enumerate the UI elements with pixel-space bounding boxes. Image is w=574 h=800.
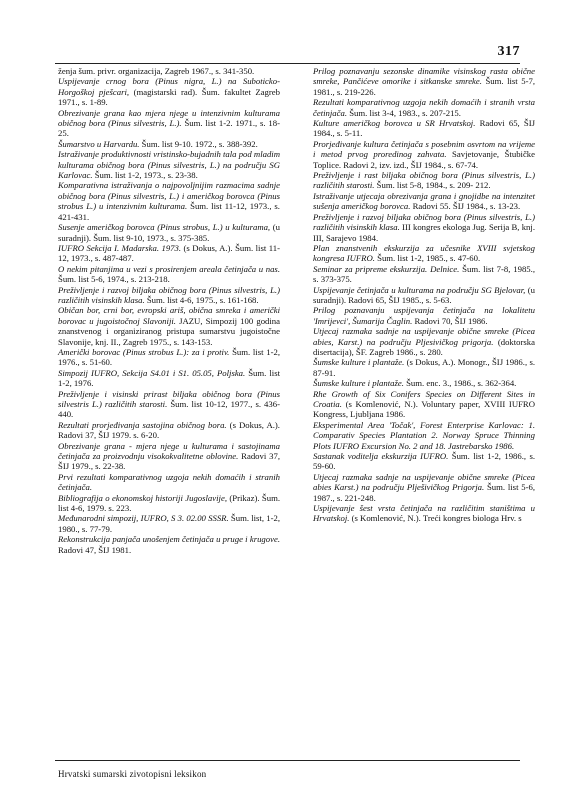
bibliography-entry: [58, 493, 280, 514]
entry-citation: (u suradnji). Radovi 65, ŠIJ 1985., s. 5-63.: [313, 284, 535, 305]
entry-citation: (s Komlenović, N.). Voluntary paper, XVIII IUFRO Kongress, Ljubljana 1986.: [313, 399, 535, 420]
entry-citation: Šum. list 1-2. 1971., s. 18-25.: [58, 118, 280, 139]
entry-title: Preživljenje i rast biljaka običnog bora (Pinus silvestris, L.) različitih starosti.: [313, 170, 535, 191]
bibliography-entry: [313, 503, 535, 524]
left-column: [58, 66, 280, 555]
entry-citation: III kongres ekologa Jug. Serija B, knj. III, Sarajevo 1984.: [313, 222, 535, 243]
right-column: [313, 66, 535, 524]
bibliography-entry: [58, 305, 280, 347]
entry-citation: Radovi 55. ŠIJ 1984., s. 13-23.: [410, 201, 521, 212]
bibliography-entry: [58, 534, 280, 555]
entry-citation: (s Dokus, A.). Monogr., ŠIJ 1986., s. 87-91.: [313, 357, 535, 378]
bibliography-entry: [58, 222, 280, 243]
bibliography-entry: [313, 472, 535, 503]
entry-title: Sastanak voditelja ekskurzija IUFRO.: [313, 451, 449, 462]
bibliography-entry: [58, 347, 280, 368]
bibliography-entry: [313, 451, 535, 472]
entry-citation: Šum. enc. 3., 1986., s. 362-364.: [403, 378, 517, 389]
bibliography-entry: [58, 441, 280, 472]
bibliography-entry: [313, 389, 535, 420]
entry-citation: (Prikaz). Šum. list 4-6, 1979. s. 223.: [58, 492, 281, 514]
entry-title: Utjecaj razmaka sadnje na uspijevanje obične smreke (Picea abies Karst.) na području Plješivičkog Prigorja.: [313, 471, 535, 493]
entry-citation: Šum. list 9-10. 1972., s. 388-392.: [139, 138, 258, 149]
entry-title: Rhe Growth of Six Conifers Species on Different Sites in Croatia.: [313, 388, 535, 409]
bibliography-entry: [58, 264, 280, 285]
entry-citation: Šum. list 11-12, 1973., s. 421-431.: [58, 201, 280, 222]
bibliography-entry: [58, 285, 280, 306]
entry-citation: Šum. list 5-8, 1984., s. 209- 212.: [374, 180, 491, 191]
entry-title: Susenje američkog borovca (Pinus strobus, L.) u kulturama,: [58, 222, 271, 233]
bibliography-entry: [58, 368, 280, 389]
bibliography-entry: [313, 243, 535, 264]
bibliography-entry: [58, 243, 280, 264]
entry-citation: Šum. list 5-7, 1981., s. 219-226.: [313, 76, 535, 97]
bibliography-entry: [313, 66, 535, 97]
bibliography-entry: [313, 326, 535, 357]
entry-title: Uspijevanje šest vrsta četinjača na različitim staništima u Hrvatskoj.: [313, 503, 535, 524]
entry-citation: Šum. list 5-6, 1987., s. 221-248.: [313, 482, 536, 503]
entry-title: Prilog poznavanju uspijevanja četinjača na lokalitetu 'Imrijevci', Šumarija Čaglin.: [313, 305, 535, 326]
entry-citation: Šum. list 7-8, 1985., s. 373-375.: [313, 263, 535, 285]
bibliography-entry: [313, 97, 535, 118]
bibliography-entry: [58, 66, 280, 76]
entry-title: Uspijevanje crnog bora (Pinus nigra, L.) na Suboticko-Horgoškoj pješcari,: [58, 76, 280, 97]
entry-citation: (s Dokus, A.). Šum. list 11-12, 1973., s. 487-487.: [58, 242, 280, 264]
footer-rule: [55, 760, 520, 761]
bibliography-entry: [313, 118, 535, 139]
entry-title: Kulture američkog borovca u SR Hrvatskoj.: [313, 118, 476, 129]
entry-citation: (s Dokus, A.). Radovi 37, ŠIJ 1979. s. 6-20.: [58, 419, 280, 441]
header-rule: [55, 63, 520, 64]
entry-citation: JAZU, Simpozij 100 godina znanstvenog i organiziranog pristupa sumarstvu jugoistočne Slavonije, knj. II., Zagreb 1975., s. 143-153.: [58, 315, 280, 347]
entry-title: Bibliografija o ekonomskoj historiji Jugoslavije,: [58, 492, 227, 503]
entry-citation: Šum. list 1-2, 1973., s. 23-38.: [92, 170, 198, 181]
entry-citation: Radovi 37, ŠIJ 1979., s. 22-38.: [58, 451, 280, 472]
bibliography-entry: [313, 264, 535, 285]
entry-citation: (doktorska disertacija), ŠF. Zagreb 1986., s. 280.: [313, 336, 535, 357]
bibliography-entry: [313, 420, 535, 451]
bibliography-entry: [313, 305, 535, 326]
entry-citation: Savjetovanje, Štubičke Toplice. Radovi 2, izv. izd., ŠIJ 1984., s. 67-74.: [313, 149, 536, 170]
footer-text: Hrvatski sumarski zivotopisni leksikon: [58, 769, 207, 779]
bibliography-entry: [58, 420, 280, 441]
bibliography-entry: [313, 357, 535, 378]
entry-citation: (s Komlenović, N.). Treći kongres biologa Hrv. s: [349, 513, 522, 524]
entry-citation: Radovi 47, ŠIJ 1981.: [58, 544, 132, 555]
entry-title: Rezultati komparativnog uzgoja nekih domaćih i stranih vrsta četinjača.: [313, 97, 535, 118]
entry-citation: Šum. list 10-12, 1977., s. 436-440.: [58, 399, 280, 420]
entry-title: O nekim pitanjima u vezi s prosirenjem areala četinjača u nas.: [58, 263, 280, 274]
entry-title: Eksperimental Area 'Točak', Forest Enterprise Karlovac: 1. Comparativ Species Plantation 2. Norway Spruce Thinning Plots IUFRO Excursion No. 2 and 18. Jastrebarsko 1986.: [313, 419, 535, 451]
entry-title: Šumske kulture i plantaže.: [313, 378, 404, 389]
entry-title: Prorjeđivanje kultura četinjača s posebnim osvrtom na vrijeme i metod prvog proredinog zahvata.: [313, 138, 535, 160]
entry-citation: Radovi 65, ŠIJ 1984., s. 5-11.: [313, 118, 536, 139]
entry-title: Preživljenje i razvoj biljaka običnog bora (Pinus silvestris, L.) različitih visinskih klasa.: [313, 211, 535, 233]
bibliography-entry: [58, 389, 280, 420]
entry-title: Simpozij IUFRO, Sekcija S4.01 i S1. 05.05, Poljska.: [58, 367, 246, 378]
page-number: 317: [497, 44, 520, 59]
entry-title: Šumske kulture i plantaže.: [313, 357, 405, 368]
entry-citation: Šum. list, 1-2, 1980., s. 77-79.: [58, 513, 281, 534]
bibliography-entry: [313, 285, 535, 306]
bibliography-entry: [313, 378, 535, 388]
entry-title: Utjecaj razmaka sadnje na uspijevanje obične smreke (Picea abies, Karst.) na području Pljesivičkog prigorja.: [313, 326, 535, 347]
entry-title: Plan znanstvenih ekskurzija za učesnike XVIII svjetskog kongresa IUFRO.: [313, 242, 535, 264]
bibliography-entry: [313, 139, 535, 170]
entry-citation: Šum. list 1-2, 1985., s. 47-60.: [374, 253, 481, 264]
entry-title: Prilog poznavanju sezonske dinamike visinskog rasta obične smreke, Pančićeve omorike i sitkanske smreke.: [313, 66, 535, 87]
bibliography-entry: [58, 472, 280, 493]
entry-title: Obrezivanje grana kao mjera njege u intenzivnim kulturama običnog bora (Pinus silvestris, L.).: [58, 107, 280, 129]
entry-title: Prvi rezultati komparativnog uzgoja nekih domaćih i stranih četinjača.: [58, 471, 280, 493]
entry-title: Preživljenje i visinski prirast biljaka običnog bora (Pinus silvestris L.) različitih starosti.: [58, 388, 280, 409]
entry-title: Šumarstvo u Harvardu.: [58, 138, 140, 149]
entry-title: Komparativna istraživanja o najpovoljnijim razmacima sadnje običnog bora (Pinus silvestris, L.) i američkog borovca (Pinus strobus L.) u intenzivnim kulturama.: [58, 180, 280, 212]
entry-citation: Šum. list 1-2, 1976.: [58, 367, 280, 389]
entry-citation: ženja šum. privr. organizacija, Zagreb 1967., s. 341-350.: [58, 66, 255, 76]
bibliography-entry: [58, 139, 280, 149]
bibliography-entry: [313, 191, 535, 212]
bibliography-entry: [313, 170, 535, 191]
bibliography-entry: [58, 149, 280, 180]
entry-title: Seminar za pripreme ekskurzija. Delnice.: [313, 263, 460, 274]
entry-citation: Šum. list 1-2, 1986., s. 59-60.: [313, 451, 535, 472]
entry-citation: Radovi 70, ŠIJ 1986.: [412, 315, 488, 326]
entry-citation: Šum. list 3-4, 1983., s. 207-215.: [347, 107, 461, 118]
entry-title: Rezultati prorjeđivanja sastojina običnog bora.: [58, 419, 227, 430]
entry-title: IUFRO Sekcija I. Madarska. 1973.: [58, 242, 182, 253]
entry-citation: Šum. list 4-6, 1975., s. 161-168.: [144, 294, 259, 305]
entry-title: Rekonstrukcija panjača unošenjem četinjača u pruge i krugove.: [58, 534, 280, 545]
entry-title: Američki borovac (Pinus strobus L.): za i protiv.: [58, 346, 230, 357]
entry-citation: Šum. list 1-2, 1976., s. 51-60.: [58, 346, 280, 368]
bibliography-entry: [58, 513, 280, 534]
entry-title: Običan bor, crni bor, evropski ariš, obična smreka i američki borovac u jugoistočnoj Slavoniji.: [58, 305, 280, 326]
entry-title: Uspijevanje četinjača u kulturama na području SG Bjelovar,: [313, 284, 526, 295]
bibliography-entry: [58, 76, 280, 107]
entry-citation: Šum. list 5-6, 1974., s. 213-218.: [58, 274, 170, 285]
entry-title: Preživljenje i razvoj biljaka običnog bora (Pinus silvestris, L.) različitih visinskih klasa.: [58, 284, 280, 305]
entry-title: Obrezivanje grana - mjera njege u kulturama i sastojinama četinjača za proizvodnju visokokvalitetne oblovine.: [58, 440, 280, 462]
bibliography-entry: [313, 212, 535, 243]
entry-title: Istraživanje utjecaja obrezivanja grana i gnojidbe na intenzitet sušenja američkog borovca.: [313, 190, 535, 212]
entry-citation: (magistarski rad). Šum. fakultet Zagreb 1971., s. 1-89.: [58, 86, 280, 108]
bibliography-entry: [58, 108, 280, 139]
entry-title: Istraživanje produktivnosti vristinsko-bujadnih tala pod mladim kulturama običnog bora (Pinus silvestris, L.) na području SG Karlovac.: [58, 149, 280, 181]
bibliography-entry: [58, 180, 280, 222]
entry-title: Međunarodni simpozij, IUFRO, S 3. 02.00 SSSR.: [58, 513, 229, 524]
entry-citation: (u suradnji). Šum. list 9-10, 1973., s. 375-385.: [58, 222, 280, 243]
